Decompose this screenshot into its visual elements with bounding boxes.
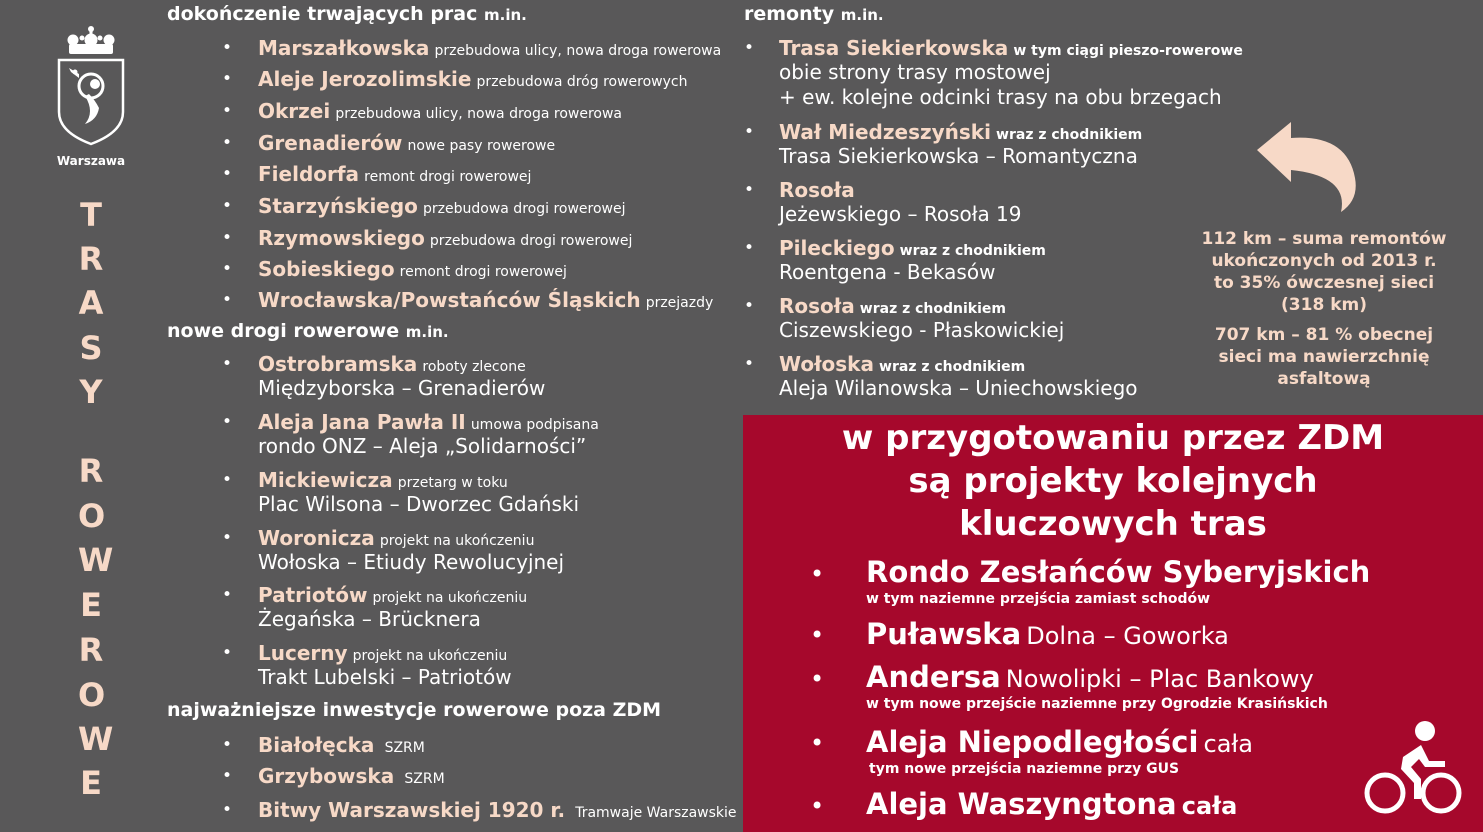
route-desc: przebudowa ulicy, nowa droga rowerowa: [335, 106, 623, 122]
list-item: [866, 725, 1253, 777]
route-desc: wraz z chodnikiem: [879, 359, 1026, 375]
bullet: •: [222, 133, 233, 153]
route-desc: projekt na ukończeniu: [352, 648, 508, 664]
stat-line: (318 km): [1281, 295, 1367, 315]
route-desc: Tramwaje Warszawskie: [575, 805, 737, 821]
bullet: •: [222, 228, 233, 248]
route-desc: remont drogi rowerowej: [399, 264, 567, 280]
bullet: •: [744, 38, 755, 58]
list-item: [866, 787, 1237, 821]
route-range: Żegańska – Brücknera: [258, 607, 481, 631]
bullet: •: [222, 585, 233, 605]
route-sub: tym nowe przejścia naziemne przy GUS: [869, 761, 1180, 777]
list-item: [744, 178, 1022, 227]
list-item: [866, 660, 1328, 712]
route-desc: przebudowa dróg rowerowych: [476, 74, 688, 90]
title-letter: Y: [79, 373, 103, 411]
route-name: Woronicza: [258, 526, 375, 550]
list-item: [222, 67, 687, 91]
bullet: •: [810, 665, 825, 693]
route-desc: przebudowa drogi rowerowej: [429, 233, 633, 249]
section-title-text: nowe drogi rowerowe: [167, 320, 400, 342]
route-sub: w tym naziemne przejścia zamiast schodów: [866, 591, 1211, 607]
warsaw-crest: [55, 24, 127, 168]
route-range: Ciszewskiego - Płaskowickiej: [779, 318, 1065, 342]
route-desc: przejazdy: [645, 295, 714, 311]
list-item: [222, 226, 632, 250]
route-desc: SZRM: [404, 771, 445, 787]
title-letter: R: [78, 452, 104, 490]
curved-back-arrow-icon: [1255, 120, 1359, 214]
list-item: [222, 162, 531, 186]
bullet: •: [744, 122, 755, 142]
route-name: Wołoska: [779, 352, 874, 376]
list-item: [222, 99, 622, 123]
route-name: Fieldorfa: [258, 162, 360, 186]
bullet: •: [222, 101, 233, 121]
bullet: •: [222, 470, 233, 490]
route-name: Sobieskiego: [258, 257, 395, 281]
stat-line: sieci ma nawierzchnię: [1218, 347, 1430, 367]
title-letter: O: [78, 676, 106, 714]
stat-block-repairs: [1195, 228, 1453, 316]
bullet: •: [222, 412, 233, 432]
route-range: cała: [1203, 730, 1253, 758]
bullet: •: [222, 354, 233, 374]
list-item: [744, 120, 1142, 169]
route-name: Wał Miedzeszyński: [779, 120, 991, 144]
route-desc: wraz z chodnikiem: [859, 301, 1006, 317]
list-item: [222, 36, 721, 60]
bullet: •: [222, 643, 233, 663]
section-title-suffix: m.in.: [405, 323, 449, 341]
stat-block-asphalt: [1195, 324, 1453, 390]
route-range: Roentgena - Bekasów: [779, 260, 996, 284]
route-name: Pileckiego: [779, 236, 895, 260]
route-desc: w tym ciągi pieszo-rowerowe: [1013, 43, 1243, 59]
route-range-extra: + ew. kolejne odcinki trasy na obu brzegach: [779, 85, 1222, 109]
list-item: [744, 352, 1138, 401]
section-title-new-routes: [167, 320, 449, 342]
route-name: Aleja Niepodległości: [866, 725, 1199, 759]
list-item: [222, 352, 545, 401]
route-desc: umowa podpisana: [470, 417, 599, 433]
bullet: •: [744, 354, 755, 374]
route-range: Trakt Lubelski – Patriotów: [258, 665, 512, 689]
list-item: [866, 617, 1229, 651]
list-item: [744, 294, 1064, 343]
bullet: •: [810, 792, 825, 820]
route-name: Starzyńskiego: [258, 194, 418, 218]
list-item: [222, 288, 713, 312]
box-heading-line: są projekty kolejnych: [908, 461, 1318, 501]
bullet: •: [222, 766, 233, 786]
route-name: Mickiewicza: [258, 468, 393, 492]
bullet: •: [222, 800, 233, 820]
route-range: rondo ONZ – Aleja „Solidarności”: [258, 434, 587, 458]
section-title-text: dokończenie trwających prac: [167, 3, 478, 25]
title-letter: A: [78, 284, 104, 322]
route-sub: w tym nowe przejście naziemne przy Ogrodzie Krasińskich: [866, 696, 1328, 712]
title-letter: W: [78, 541, 114, 579]
route-name: Grzybowska: [258, 764, 395, 788]
route-range: Wołoska – Etiudy Rewolucyjnej: [258, 550, 565, 574]
list-item: [222, 257, 567, 281]
title-letter: E: [80, 586, 102, 624]
box-heading-line: w przygotowaniu przez ZDM: [841, 418, 1385, 458]
section-title-repairs: [744, 3, 884, 25]
route-desc: remont drogi rowerowej: [364, 169, 532, 185]
route-range: obie strony trasy mostowej: [779, 60, 1051, 84]
title-letter: T: [80, 196, 102, 234]
bullet: •: [810, 729, 825, 757]
list-item: [222, 526, 564, 575]
bullet: •: [222, 196, 233, 216]
title-letter: W: [78, 720, 114, 758]
list-item: [222, 733, 425, 757]
route-name: Rosoła: [779, 178, 855, 202]
route-name: Andersa: [866, 660, 1001, 694]
route-range: Aleja Wilanowska – Uniechowskiego: [779, 376, 1138, 400]
route-name: Grenadierów: [258, 131, 403, 155]
route-desc: wraz z chodnikiem: [996, 127, 1143, 143]
list-item: [222, 798, 737, 822]
zdm-projects-box: [743, 415, 1483, 832]
route-name: Puławska: [866, 617, 1022, 651]
list-item: [222, 641, 512, 690]
stat-line: 112 km – suma remontów: [1201, 229, 1447, 249]
title-letter: R: [78, 631, 104, 669]
title-letter: S: [79, 329, 103, 367]
route-name: Rondo Zesłańców Syberyjskich: [866, 555, 1371, 589]
bullet: •: [222, 735, 233, 755]
section-title-outside-zdm: [167, 699, 661, 721]
route-name: Trasa Siekierkowska: [779, 36, 1009, 60]
route-desc: przetarg w toku: [397, 475, 508, 491]
route-name: Ostrobramska: [258, 352, 418, 376]
bullet: •: [222, 528, 233, 548]
list-item: [222, 194, 625, 218]
list-item: [222, 131, 555, 155]
route-range: Plac Wilsona – Dworzec Gdański: [258, 492, 580, 516]
bullet: •: [222, 290, 233, 310]
route-range: Jeżewskiego – Rosoła 19: [779, 202, 1022, 226]
bullet: •: [222, 69, 233, 89]
warsaw-crest-icon: [55, 24, 127, 152]
route-desc: przebudowa drogi rowerowej: [423, 201, 626, 217]
list-item: [744, 236, 1046, 285]
route-name: Białołęcka: [258, 733, 375, 757]
route-range: Międzyborska – Grenadierów: [258, 376, 546, 400]
route-name: Lucerny: [258, 641, 348, 665]
route-range: Nowolipki – Plac Bankowy: [1005, 665, 1314, 693]
route-name: Wrocławska/Powstańców Śląskich: [258, 288, 641, 312]
stat-line: 707 km – 81 % obecnej: [1214, 325, 1434, 345]
box-heading-line: kluczowych tras: [959, 504, 1267, 544]
route-range: Dolna – Goworka: [1026, 622, 1229, 650]
route-name: Okrzei: [258, 99, 331, 123]
stat-line: ukończonych od 2013 r.: [1211, 251, 1437, 271]
list-item: [222, 764, 445, 788]
list-item: [744, 36, 1243, 110]
stat-line: asfaltową: [1277, 369, 1371, 389]
bicycle-rider-icon: [1363, 717, 1463, 817]
route-range: Trasa Siekierkowska – Romantyczna: [779, 144, 1138, 168]
route-name: Aleje Jerozolimskie: [258, 67, 472, 91]
list-item: [222, 583, 527, 632]
route-name: Rosoła: [779, 294, 855, 318]
bullet: •: [222, 164, 233, 184]
title-letter: E: [80, 764, 102, 802]
title-letter: R: [78, 240, 104, 278]
bullet: •: [744, 296, 755, 316]
route-name: Bitwy Warszawskiej 1920 r.: [258, 798, 566, 822]
route-name: Patriotów: [258, 583, 368, 607]
bullet: •: [744, 238, 755, 258]
section-title-text: najważniejsze inwestycje rowerowe poza ZDM: [167, 699, 662, 721]
route-desc: roboty zlecone: [422, 359, 526, 375]
stat-line: to 35% ówczesnej sieci: [1213, 273, 1435, 293]
route-desc: projekt na ukończeniu: [379, 533, 535, 549]
route-desc: SZRM: [384, 740, 425, 756]
route-name: Aleja Jana Pawła II: [258, 410, 466, 434]
title-letter: O: [78, 497, 106, 535]
route-range: cała: [1181, 792, 1238, 820]
route-name: Marszałkowska: [258, 36, 430, 60]
bullet: •: [222, 38, 233, 58]
route-desc: nowe pasy rowerowe: [407, 138, 556, 154]
list-item: [222, 410, 599, 459]
city-label: Warszawa: [56, 154, 126, 168]
list-item: [222, 468, 579, 517]
section-title-text: remonty: [744, 3, 835, 25]
bullet: •: [744, 180, 755, 200]
route-name: Rzymowskiego: [258, 226, 425, 250]
section-title-ongoing: [167, 3, 527, 25]
route-desc: przebudowa ulicy, nowa droga rowerowa: [434, 43, 722, 59]
section-title-suffix: m.in.: [840, 6, 884, 24]
section-title-suffix: m.in.: [484, 6, 527, 24]
list-item: [866, 555, 1370, 607]
route-name: Aleja Waszyngtona: [866, 787, 1177, 821]
route-desc: projekt na ukończeniu: [372, 590, 528, 606]
bullet: •: [222, 259, 233, 279]
bullet: •: [810, 621, 825, 649]
route-desc: wraz z chodnikiem: [899, 243, 1046, 259]
bullet: •: [810, 560, 825, 588]
